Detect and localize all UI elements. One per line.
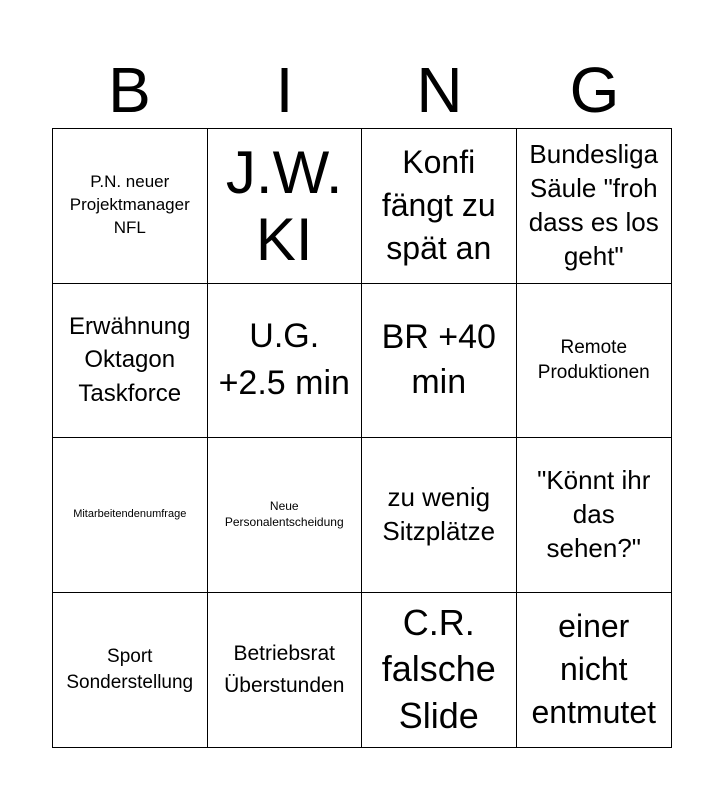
bingo-cell-r1c3[interactable] <box>362 129 517 284</box>
cell-label: C.R. falsche Slide <box>381 601 496 737</box>
bingo-cell-r4c2[interactable] <box>208 593 363 748</box>
bingo-cell-r2c2[interactable] <box>208 284 363 439</box>
bingo-card <box>52 128 672 748</box>
bingo-cell-r3c2[interactable] <box>208 438 363 593</box>
header-letter-n: N <box>416 54 463 126</box>
header-letter-g: G <box>569 54 620 126</box>
bingo-cell-r4c3[interactable] <box>362 593 517 748</box>
cell-label: Sport Sonderstellung <box>66 646 194 693</box>
bingo-cell-r4c1[interactable] <box>53 593 208 748</box>
bingo-cell-r2c1[interactable] <box>53 284 208 439</box>
bingo-cell-r2c3[interactable] <box>362 284 517 439</box>
bingo-cell-r1c4[interactable] <box>517 129 672 284</box>
cell-label: U.G. +2.5 min <box>218 316 350 403</box>
cell-label: Remote Produktionen <box>537 336 650 384</box>
bingo-header <box>52 52 672 128</box>
cell-label: Konfi fängt zu spät an <box>381 143 496 267</box>
cell-label: einer nicht entmutet <box>531 607 656 731</box>
cell-label: zu wenig Sitzplätze <box>382 481 496 546</box>
bingo-cell-r3c4[interactable] <box>517 438 672 593</box>
cell-label: Mitarbeitendenumfrage <box>73 508 187 521</box>
bingo-cell-r2c4[interactable] <box>517 284 672 439</box>
bingo-cell-r1c1[interactable] <box>53 129 208 284</box>
cell-label: "Könnt ihr das sehen?" <box>537 465 651 563</box>
bingo-cell-r4c4[interactable] <box>517 593 672 748</box>
cell-label: Neue Personalentscheidung <box>224 499 344 529</box>
cell-label: Bundesliga Säule "froh dass es los geht" <box>528 139 659 271</box>
bingo-cell-r3c3[interactable] <box>362 438 517 593</box>
cell-label: Erwähnung Oktagon Taskforce <box>69 312 191 408</box>
bingo-cell-r3c1[interactable] <box>53 438 208 593</box>
header-letter-b: B <box>108 54 151 126</box>
header-letter-i: I <box>275 54 294 126</box>
cell-label: Betriebsrat Überstunden <box>224 642 345 697</box>
cell-label: P.N. neuer Projektmanager NFL <box>69 172 190 238</box>
bingo-cell-r1c2[interactable] <box>208 129 363 284</box>
cell-label: J.W. KI <box>225 138 343 273</box>
cell-label: BR +40 min <box>381 318 496 402</box>
